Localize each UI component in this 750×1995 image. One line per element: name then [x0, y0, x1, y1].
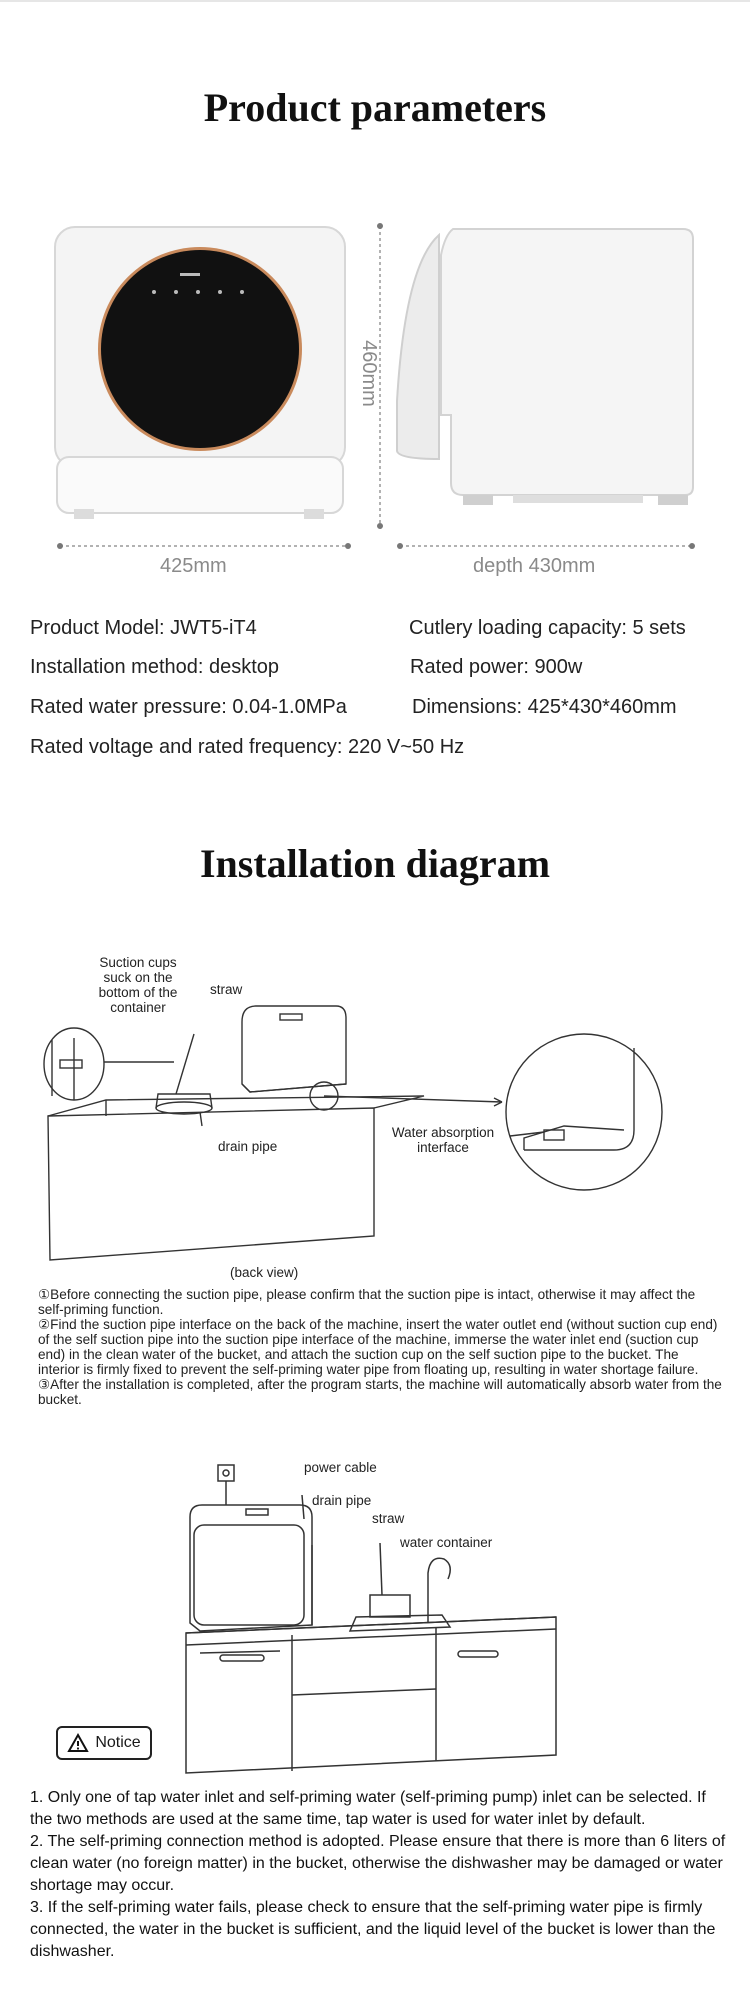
label-drain-pipe: drain pipe: [218, 1139, 278, 1154]
top-divider: [0, 0, 750, 2]
label-water-container: water container: [400, 1535, 493, 1550]
dishwasher-side-view: [393, 225, 703, 535]
label-drain-pipe-2: drain pipe: [312, 1493, 372, 1508]
step-1: ①Before connecting the suction pipe, please confirm that the suction pipe is intact, otherwise it may affect the self-priming function.: [38, 1287, 696, 1317]
param-pressure: Rated water pressure: 0.04-1.0MPa: [30, 696, 347, 718]
param-dimensions: Dimensions: 425*430*460mm: [412, 696, 677, 718]
installation-steps: [38, 1287, 722, 1407]
notice-badge: [56, 1726, 152, 1760]
installation-diagram-heading: Installation diagram: [199, 841, 551, 886]
back-view-illustration: [24, 1000, 684, 1270]
depth-dimension-line: [396, 540, 700, 552]
height-label: 460mm: [357, 340, 380, 407]
product-parameters-heading: Product parameters: [203, 85, 547, 130]
warning-icon: [67, 1733, 89, 1753]
notice-list: [30, 1787, 726, 1963]
depth-label: depth 430mm: [473, 555, 596, 577]
width-label: 425mm: [160, 555, 227, 577]
dishwasher-front-view: [52, 225, 352, 535]
notice-item-2: 2. The self-priming connection method is adopted. Please ensure that there is more than 6 liters of clean water (no foreign matter) in the bucket, otherwise the dishwasher may be damaged or water shortage may occur.: [30, 1833, 726, 1894]
notice-label: Notice: [95, 1734, 141, 1751]
param-voltage: Rated voltage and rated frequency: 220 V~50 Hz: [30, 736, 465, 758]
param-model: Product Model: JWT5-iT4: [30, 617, 257, 639]
notice-item-1: 1. Only one of tap water inlet and self-priming water (self-priming pump) inlet can be selected. If the two methods are used at the same time, tap water is used for water inlet by default.: [30, 1789, 706, 1828]
param-power: Rated power: 900w: [410, 656, 583, 678]
step-3: ③After the installation is completed, after the program starts, the machine will automatically absorb water from the bucket.: [38, 1377, 722, 1407]
label-water-absorption: Water absorption interface: [391, 1125, 495, 1155]
label-suction-cups: Suction cups suck on the bottom of the container: [98, 955, 178, 1015]
label-power-cable: power cable: [304, 1460, 377, 1475]
label-straw-2: straw: [372, 1511, 405, 1526]
label-straw: straw: [210, 982, 243, 997]
step-2: ②Find the suction pipe interface on the back of the machine, insert the water outlet end (without suction cup end) of the self suction pipe into the suction pipe interface of the machine, immerse the water inlet end (suction cup end) in the clean water of the bucket, and attach the suction cup on the self suction pipe to the bucket. The interior is firmly fixed to prevent the self-priming water pipe from floating up, resulting in water shortage failure.: [38, 1317, 718, 1377]
notice-item-3: 3. If the self-priming water fails, please check to ensure that the self-priming water pipe is firmly connected, the water in the bucket is sufficient, and the liquid level of the bucket is lower than the dishwasher.: [30, 1899, 716, 1960]
param-install: Installation method: desktop: [30, 656, 280, 678]
tap-connection-illustration: [180, 1455, 580, 1785]
label-back-view: (back view): [230, 1265, 299, 1280]
width-dimension-line: [56, 540, 356, 552]
param-capacity: Cutlery loading capacity: 5 sets: [409, 617, 686, 639]
